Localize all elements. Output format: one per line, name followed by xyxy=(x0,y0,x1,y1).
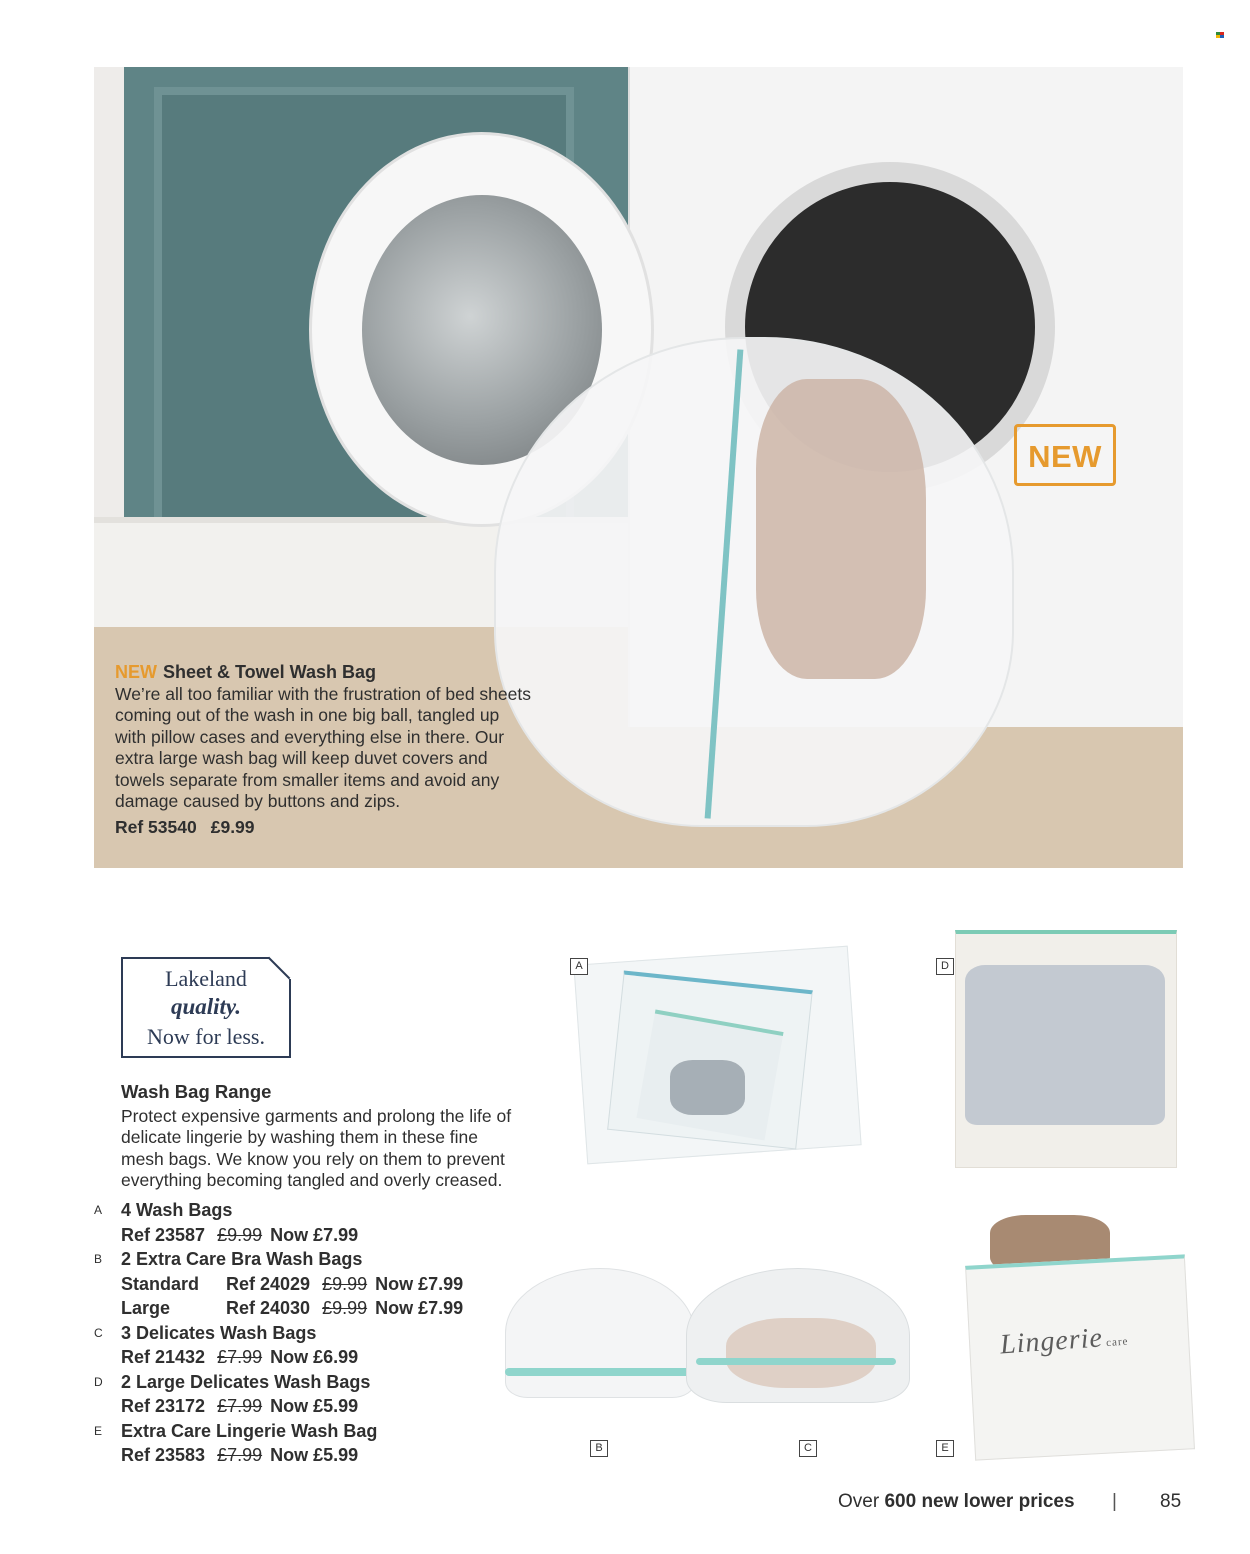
print-color-mark xyxy=(1216,32,1225,39)
lingerie-care-logo: Lingerie care xyxy=(999,1322,1129,1361)
lakeland-quality-box: Lakeland quality. Now for less. xyxy=(121,957,291,1058)
product-image-c xyxy=(686,1268,910,1408)
list-item: B 2 Extra Care Bra Wash Bags Standard Ref 24029 £9.99 Now £7.99 Large Ref 24030 £9.99 Now £7.99 xyxy=(94,1249,464,1318)
image-tag-e: E xyxy=(936,1440,954,1457)
footer-prefix: Over xyxy=(838,1491,880,1512)
product-list xyxy=(94,1198,534,1468)
hero-product-description: We’re all too familiar with the frustration of bed sheets coming out of the wash in one big ball, tangled up with pillow cases and everything else in there. Our extra large wash bag will keep duvet covers and towels separate from smaller items and avoid any damage caused by buttons and zips. xyxy=(115,683,531,811)
image-tag-a: A xyxy=(570,958,588,975)
footer-separator: | xyxy=(1112,1491,1117,1512)
image-tag-b: B xyxy=(590,1440,608,1457)
new-badge-label: NEW xyxy=(1028,439,1102,474)
hero-product-copy xyxy=(115,662,535,838)
new-badge xyxy=(1014,424,1116,486)
list-item: D 2 Large Delicates Wash Bags Ref 23172 £7.99 Now £5.99 xyxy=(94,1371,371,1416)
hero-product-price: £9.99 xyxy=(210,816,255,837)
new-label: NEW xyxy=(115,662,157,682)
range-description: Protect expensive garments and prolong the life of delicate lingerie by washing them in these fine mesh bags. We know you rely on them to prevent everything becoming tangled and overly creased. xyxy=(121,1105,512,1190)
list-item: E Extra Care Lingerie Wash Bag Ref 23583 £7.99 Now £5.99 xyxy=(94,1420,378,1465)
product-image-a xyxy=(575,945,860,1195)
range-title: Wash Bag Range xyxy=(121,1081,272,1102)
list-item: A 4 Wash Bags Ref 23587 £9.99 Now £7.99 xyxy=(94,1200,359,1245)
footer-highlight: 600 new lower prices xyxy=(884,1491,1075,1512)
page-number: 85 xyxy=(1160,1491,1182,1512)
hero-product-title: NEW Sheet & Towel Wash Bag xyxy=(115,662,377,682)
hero-product-ref: Ref 53540 £9.99 xyxy=(115,816,255,837)
image-tag-d: D xyxy=(936,958,954,975)
image-tag-c: C xyxy=(799,1440,817,1457)
wash-bag-range xyxy=(121,1081,521,1192)
sheet-towel-wash-bag-image xyxy=(494,337,1014,827)
product-image-d xyxy=(955,930,1180,1170)
page-footer xyxy=(838,1491,1183,1513)
product-image-e xyxy=(970,1215,1195,1455)
list-item: C 3 Delicates Wash Bags Ref 21432 £7.99 Now £6.99 xyxy=(94,1322,359,1367)
product-image-b xyxy=(500,1268,700,1418)
